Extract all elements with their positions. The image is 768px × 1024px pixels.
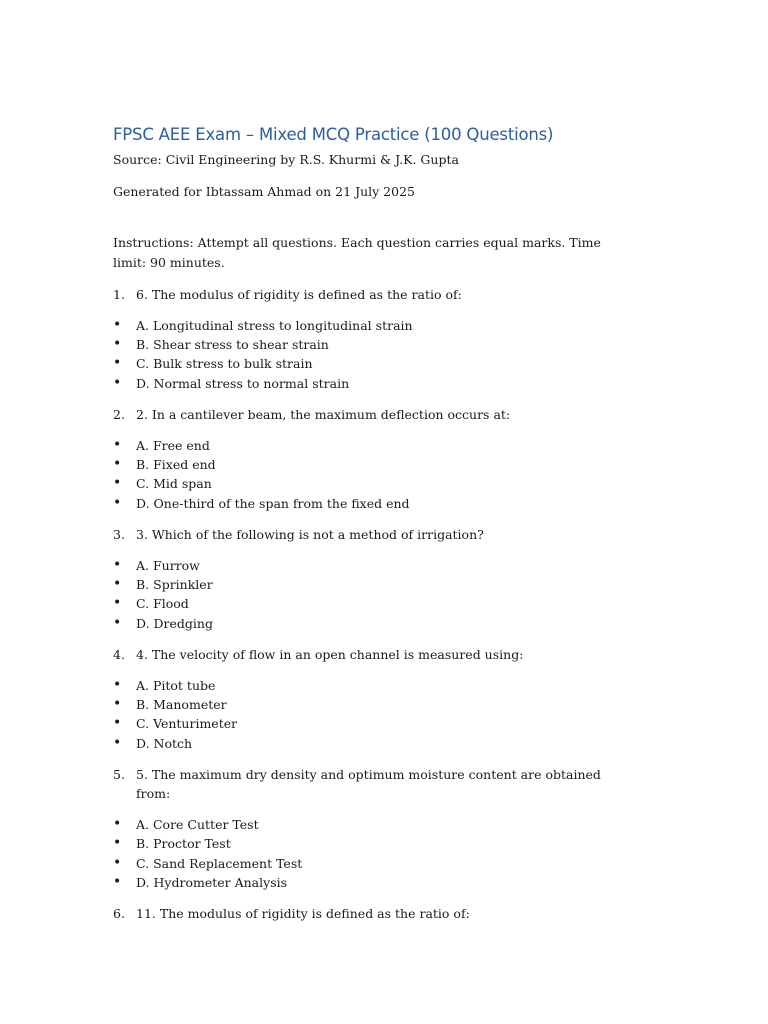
bullet-icon: • — [113, 494, 122, 511]
option-text: A. Furrow — [136, 558, 200, 574]
bullet-icon: • — [113, 317, 122, 334]
option-item — [113, 335, 633, 354]
question-item — [113, 904, 633, 923]
bullet-icon: • — [113, 557, 122, 574]
bullet-icon: • — [113, 374, 122, 391]
bullet-icon: • — [113, 336, 122, 353]
option-item — [113, 873, 633, 892]
option-item — [113, 455, 633, 474]
bullet-icon: • — [113, 734, 122, 751]
option-text: B. Fixed end — [136, 457, 216, 473]
generated-line: Generated for Ibtassam Ahmad on 21 July 2025 — [113, 184, 415, 200]
question-item — [113, 765, 633, 803]
question-number: 1. — [113, 286, 125, 302]
option-text: A. Longitudinal stress to longitudinal strain — [136, 318, 413, 334]
option-item — [113, 594, 633, 613]
source-line: Source: Civil Engineering by R.S. Khurmi & J.K. Gupta — [113, 152, 459, 167]
option-item — [113, 575, 633, 594]
option-item — [113, 815, 633, 834]
bullet-icon: • — [113, 355, 122, 372]
option-text: A. Core Cutter Test — [136, 817, 259, 833]
option-list — [113, 676, 633, 753]
option-text: C. Sand Replacement Test — [136, 855, 303, 871]
bullet-icon: • — [113, 696, 122, 713]
question-text: 6. The modulus of rigidity is defined as the ratio of: — [136, 286, 462, 302]
option-text: B. Manometer — [136, 697, 227, 713]
option-item — [113, 474, 633, 493]
bullet-icon: • — [113, 614, 122, 631]
bullet-icon: • — [113, 715, 122, 732]
option-list — [113, 556, 633, 633]
option-text: B. Proctor Test — [136, 836, 231, 852]
bullet-icon: • — [113, 576, 122, 593]
document-title: FPSC AEE Exam – Mixed MCQ Practice (100 Questions) — [113, 125, 554, 144]
question-text: 11. The modulus of rigidity is defined as the ratio of: — [136, 906, 470, 922]
option-text: A. Pitot tube — [136, 678, 216, 694]
option-item — [113, 734, 633, 753]
bullet-icon: • — [113, 677, 122, 694]
option-text: D. Hydrometer Analysis — [136, 874, 288, 890]
option-text: D. Notch — [136, 735, 193, 751]
instructions: Instructions: Attempt all questions. Each question carries equal marks. Time limit: 90 minutes. — [113, 235, 601, 270]
option-list — [113, 815, 633, 892]
option-list — [113, 316, 633, 393]
question-text: 3. Which of the following is not a method of irrigation? — [136, 526, 484, 542]
bullet-icon: • — [113, 835, 122, 852]
option-item — [113, 556, 633, 575]
option-item — [113, 614, 633, 633]
question-number: 3. — [113, 526, 125, 542]
option-item — [113, 834, 633, 853]
option-text: B. Sprinkler — [136, 577, 213, 593]
option-item — [113, 354, 633, 373]
question-text: 4. The velocity of flow in an open channel is measured using: — [136, 646, 524, 662]
question-item — [113, 405, 633, 424]
question-number: 6. — [113, 906, 125, 922]
option-item — [113, 494, 633, 513]
bullet-icon: • — [113, 854, 122, 871]
question-number: 2. — [113, 406, 125, 422]
option-item — [113, 374, 633, 393]
question-number: 5. — [113, 766, 125, 782]
option-item — [113, 436, 633, 455]
question-text: 2. In a cantilever beam, the maximum deflection occurs at: — [136, 406, 511, 422]
document-body — [113, 123, 633, 935]
option-item — [113, 695, 633, 714]
bullet-icon: • — [113, 456, 122, 473]
option-text: A. Free end — [136, 438, 210, 454]
option-text: D. Normal stress to normal strain — [136, 375, 350, 391]
option-text: C. Flood — [136, 596, 189, 612]
option-text: D. Dredging — [136, 615, 213, 631]
option-text: D. One-third of the span from the fixed end — [136, 495, 410, 511]
option-text: C. Mid span — [136, 476, 212, 492]
bullet-icon: • — [113, 475, 122, 492]
option-text: C. Venturimeter — [136, 716, 238, 732]
question-item — [113, 525, 633, 544]
question-item — [113, 645, 633, 664]
option-item — [113, 676, 633, 695]
option-item — [113, 316, 633, 335]
bullet-icon: • — [113, 873, 122, 890]
option-text: C. Bulk stress to bulk strain — [136, 356, 313, 372]
question-text: 5. The maximum dry density and optimum moisture content are obtained from: — [136, 766, 601, 802]
option-item — [113, 714, 633, 733]
bullet-icon: • — [113, 595, 122, 612]
option-list — [113, 436, 633, 513]
bullet-icon: • — [113, 816, 122, 833]
bullet-icon: • — [113, 437, 122, 454]
question-number: 4. — [113, 646, 125, 662]
option-item — [113, 854, 633, 873]
option-text: B. Shear stress to shear strain — [136, 337, 329, 353]
question-item — [113, 285, 633, 304]
